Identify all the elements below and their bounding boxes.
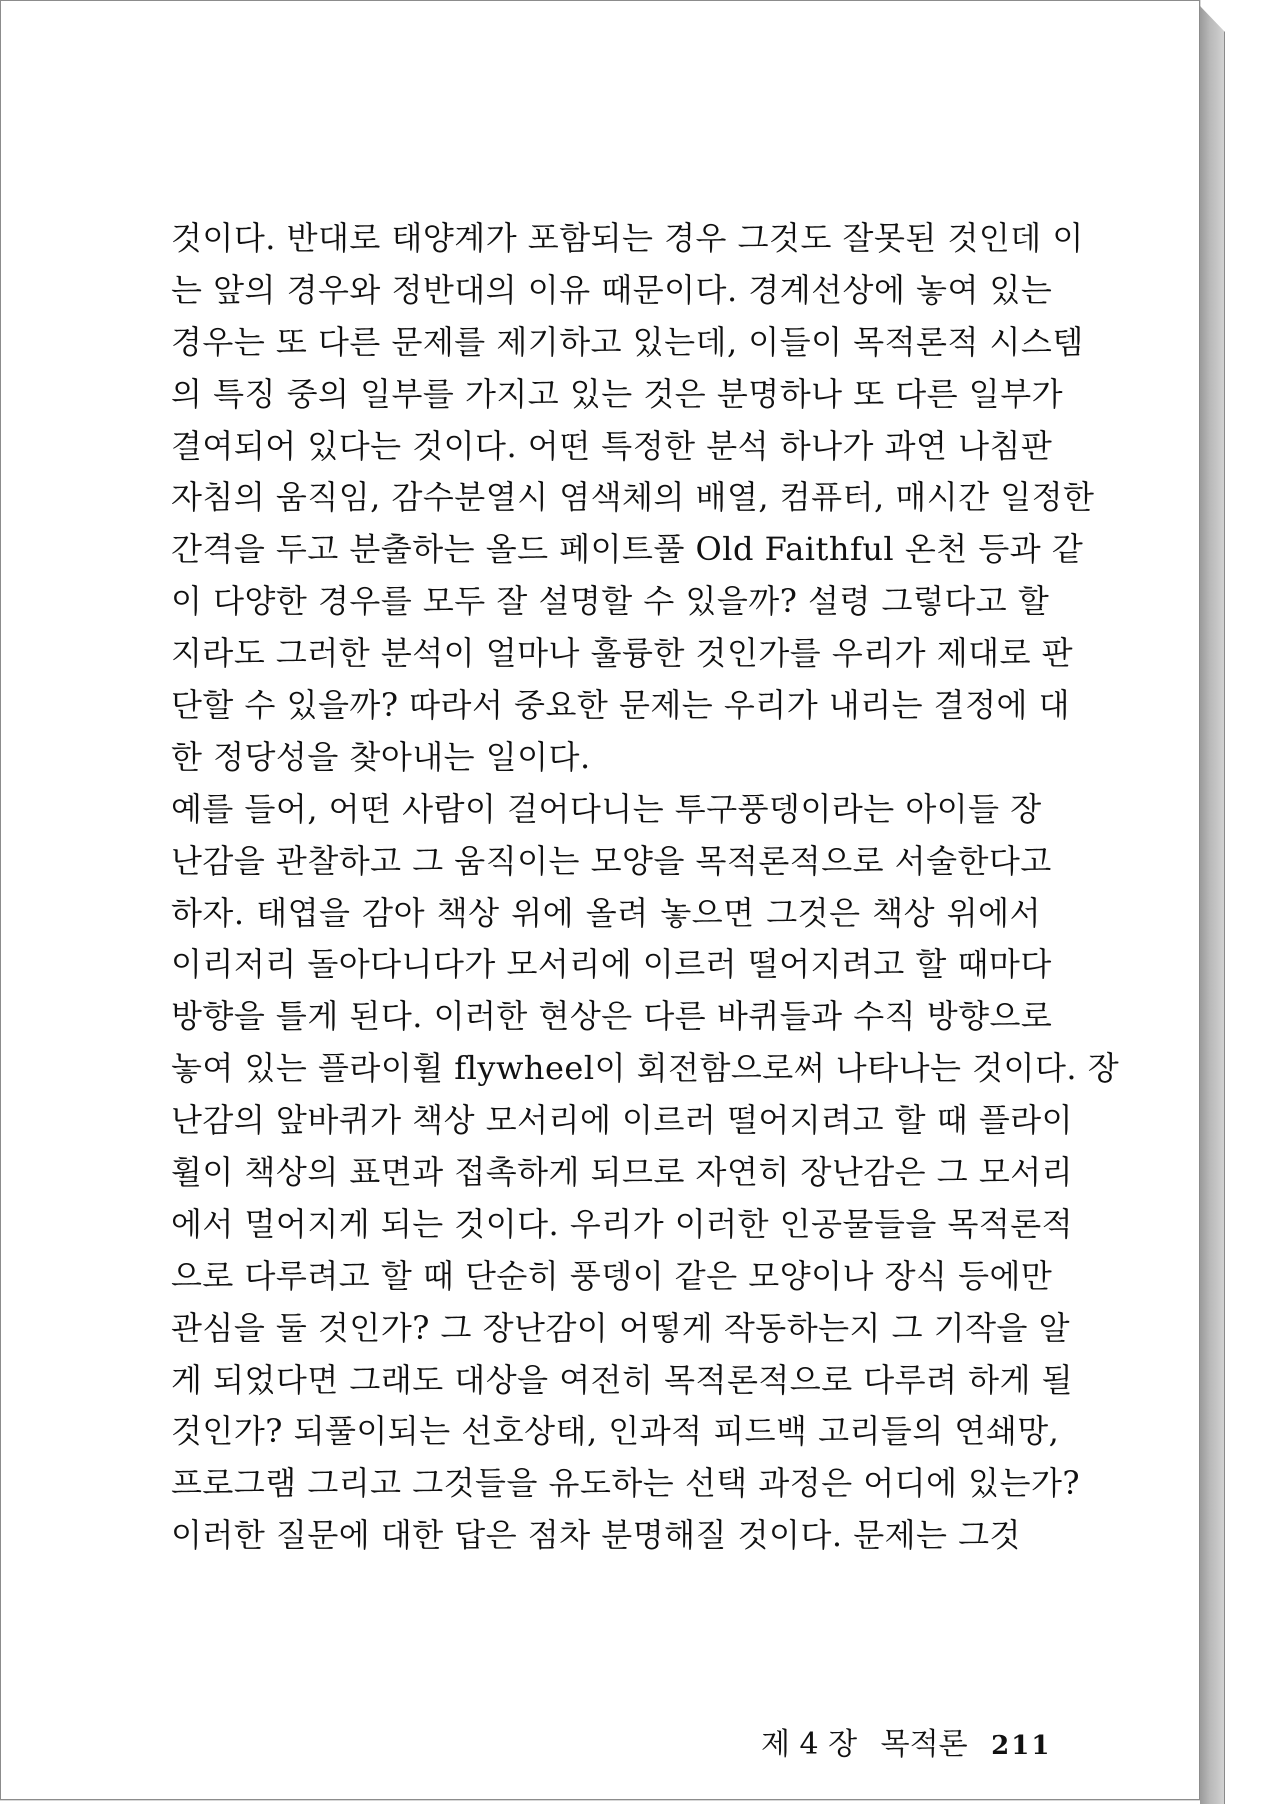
page-stack-edge xyxy=(1200,6,1225,1804)
text-line: 는 앞의 경우와 정반대의 이유 때문이다. 경계선상에 놓여 있는 xyxy=(171,270,1053,309)
text-line: 것이다. 반대로 태양계가 포함되는 경우 그것도 잘못된 것인데 이 xyxy=(171,219,1084,257)
text-line: 프로그램 그리고 그것들을 유도하는 선택 과정은 어디에 있는가? xyxy=(171,1464,1081,1503)
text-line: 방향을 틀게 된다. 이러한 현상은 다른 바퀴들과 수직 방향으로 xyxy=(171,997,1053,1036)
chapter-title: 목적론 xyxy=(880,1727,968,1762)
text-line: 결여되어 있다는 것이다. 어떤 특정한 분석 하나가 과연 나침판 xyxy=(171,426,1053,465)
text-line: 이러한 질문에 대한 답은 점차 분명해질 것이다. 문제는 그것 xyxy=(171,1516,1021,1555)
text-line: 휠이 책상의 표면과 접촉하게 되므로 자연히 장난감은 그 모서리 xyxy=(171,1153,1074,1192)
text-line: 지라도 그러한 분석이 얼마나 훌륭한 것인가를 우리가 제대로 판 xyxy=(171,634,1074,673)
text-line: 게 되었다면 그래도 대상을 여전히 목적론적으로 다루려 하게 될 xyxy=(171,1360,1074,1399)
text-line: 경우는 또 다른 문제를 제기하고 있는데, 이들이 목적론적 시스템 xyxy=(171,322,1084,361)
text-line: 난감을 관찰하고 그 움직이는 모양을 목적론적으로 서술한다고 xyxy=(171,841,1052,880)
page-footer xyxy=(761,1719,1101,1763)
text-line: 간격을 두고 분출하는 올드 페이트풀 Old Faithful 온천 등과 같 xyxy=(171,530,1084,569)
body-text xyxy=(171,213,1120,1562)
text-line: 의 특징 중의 일부를 가지고 있는 것은 분명하나 또 다른 일부가 xyxy=(171,374,1064,413)
text-line: 관심을 둘 것인가? 그 장난감이 어떻게 작동하는지 그 기작을 알 xyxy=(171,1308,1071,1347)
text-line: 이 다양한 경우를 모두 잘 설명할 수 있을까? 설령 그렇다고 할 xyxy=(171,582,1050,621)
text-line: 자침의 움직임, 감수분열시 염색체의 배열, 컴퓨터, 매시간 일정한 xyxy=(171,478,1095,517)
page-number: 211 xyxy=(991,1731,1052,1761)
text-line: 것인가? 되풀이되는 선호상태, 인과적 피드백 고리들의 연쇄망, xyxy=(171,1412,1060,1451)
text-line: 예를 들어, 어떤 사람이 걸어다니는 투구풍뎅이라는 아이들 장 xyxy=(171,789,1042,828)
text-line: 에서 멀어지게 되는 것이다. 우리가 이러한 인공물들을 목적론적 xyxy=(171,1204,1074,1243)
text-line: 이리저리 돌아다니다가 모서리에 이르러 떨어지려고 할 때마다 xyxy=(171,945,1052,984)
text-line: 한 정당성을 찾아내는 일이다. xyxy=(171,737,591,776)
text-line: 놓여 있는 플라이휠 flywheel이 회전함으로써 나타나는 것이다. 장 xyxy=(171,1049,1120,1088)
chapter-label: 제 4 장 xyxy=(761,1727,858,1762)
text-line: 난감의 앞바퀴가 책상 모서리에 이르러 떨어지려고 할 때 플라이 xyxy=(171,1101,1074,1140)
text-line: 단할 수 있을까? 따라서 중요한 문제는 우리가 내리는 결정에 대 xyxy=(171,686,1071,725)
text-line: 으로 다루려고 할 때 단순히 풍뎅이 같은 모양이나 장식 등에만 xyxy=(171,1256,1053,1295)
text-line: 하자. 태엽을 감아 책상 위에 올려 놓으면 그것은 책상 위에서 xyxy=(171,893,1041,932)
